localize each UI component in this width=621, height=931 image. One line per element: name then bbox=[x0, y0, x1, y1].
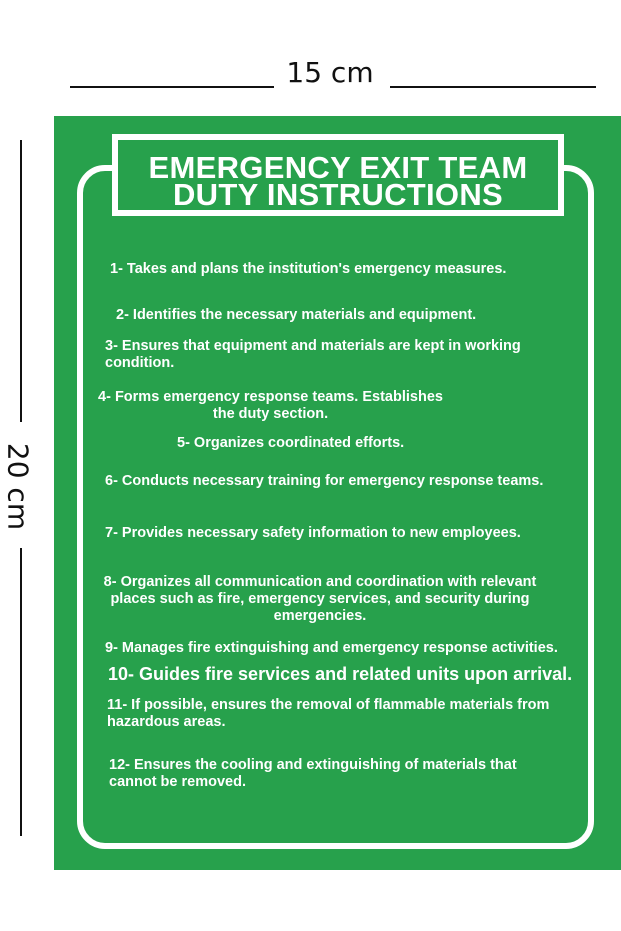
instruction-item-12 bbox=[109, 757, 517, 791]
instruction-line: emergencies. bbox=[273, 608, 367, 624]
width-dimension-line-left bbox=[70, 86, 274, 88]
sign-title-box bbox=[112, 134, 564, 216]
instruction-line: 2- Identifies the necessary materials and equipment. bbox=[116, 307, 477, 323]
instruction-item-5 bbox=[177, 435, 404, 452]
emergency-sign bbox=[54, 116, 621, 870]
instruction-item-9 bbox=[105, 640, 558, 657]
instruction-line: 5- Organizes coordinated efforts. bbox=[177, 435, 405, 451]
height-dimension-label: 20 cm bbox=[1, 442, 35, 531]
width-dimension-line-right bbox=[390, 86, 596, 88]
instruction-line: 1- Takes and plans the institution's emergency measures. bbox=[110, 261, 507, 277]
sign-title-line2: DUTY INSTRUCTIONS bbox=[172, 177, 504, 212]
instruction-item-3 bbox=[105, 338, 521, 372]
instruction-line: 12- Ensures the cooling and extinguishing of materials that bbox=[109, 757, 517, 773]
instruction-line: places such as fire, emergency services, and security during bbox=[110, 591, 530, 607]
width-dimension-label: 15 cm bbox=[286, 56, 374, 89]
height-dimension-line-top bbox=[20, 140, 22, 422]
instruction-line: 10- Guides fire services and related units upon arrival. bbox=[108, 664, 573, 684]
instruction-line: 8- Organizes all communication and coordination with relevant bbox=[103, 574, 537, 590]
instruction-item-11 bbox=[107, 697, 549, 731]
instruction-item-8 bbox=[88, 574, 552, 625]
instruction-item-2 bbox=[116, 307, 476, 324]
instruction-item-1 bbox=[110, 261, 506, 278]
instruction-item-10 bbox=[108, 664, 572, 684]
instruction-line: 9- Manages fire extinguishing and emergency response activities. bbox=[105, 640, 558, 656]
instruction-line: cannot be removed. bbox=[109, 774, 246, 790]
instruction-line: condition. bbox=[105, 355, 175, 371]
height-dimension-line-bottom bbox=[20, 548, 22, 836]
instruction-item-4 bbox=[89, 389, 452, 423]
instruction-line: 11- If possible, ensures the removal of flammable materials from bbox=[107, 697, 550, 713]
instruction-line: 4- Forms emergency response teams. Establishes bbox=[98, 389, 443, 405]
instruction-line: 3- Ensures that equipment and materials are kept in working bbox=[105, 338, 521, 354]
sign-title-line1: EMERGENCY EXIT TEAM bbox=[148, 150, 528, 185]
instruction-item-7 bbox=[105, 525, 521, 542]
instruction-line: 6- Conducts necessary training for emergency response teams. bbox=[105, 473, 544, 489]
instruction-item-6 bbox=[105, 473, 543, 490]
instruction-line: the duty section. bbox=[212, 406, 329, 422]
instruction-line: 7- Provides necessary safety information to new employees. bbox=[105, 525, 521, 541]
instruction-line: hazardous areas. bbox=[107, 714, 226, 730]
